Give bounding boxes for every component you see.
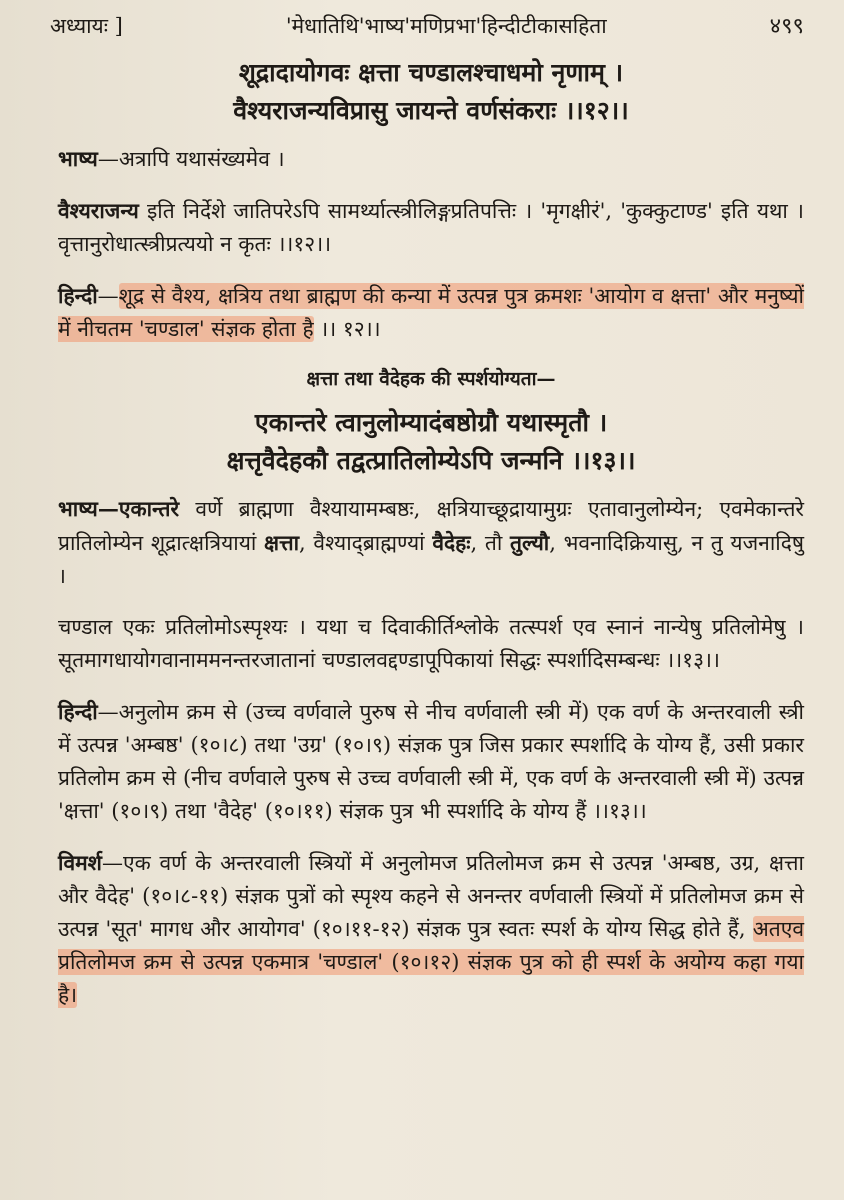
bhashya-12-body bbox=[58, 194, 804, 261]
running-title: 'मेधातिथि'भाष्य'मणिप्रभा'हिन्दीटीकासहिता bbox=[285, 14, 607, 38]
verse-12-line-1: शूद्रादायोगवः क्षत्ता चण्डालश्चाधमो नृणाम् । bbox=[238, 58, 624, 87]
verse-13 bbox=[58, 404, 804, 480]
bhashya-13-keyword-1: एकान्तरे bbox=[118, 496, 180, 521]
verse-12-line-2: वैश्यराजन्यविप्रासु जायन्ते वर्णसंकराः ।।१२।। bbox=[233, 96, 629, 125]
verse-12 bbox=[58, 54, 804, 130]
bhashya-13-keyword-3: वैदेहः bbox=[432, 530, 471, 555]
bhashya-label: भाष्य bbox=[58, 146, 98, 171]
vimarsha-highlight: अतएव प्रतिलोमज क्रम से उत्पन्न एकमात्र 'चण्डाल' (१०।१२) संज्ञक पुत्र को ही स्पर्श के अयोग्य कहा गया है। bbox=[58, 917, 804, 1007]
vimarsha-text: —एक वर्ण के अन्तरवाली स्त्रियों में अनुलोमज प्रतिलोमज क्रम से उत्पन्न 'अम्बष्ठ, उग्र, क्षत्ता और वैदेह' (१०।८-११) संज्ञक पुत्रों को स्पृश्य कहने से अनन्तर वर्णवाली स्त्रियों में प्रतिलोमज क्रम से उत्पन्न 'सूत' मागध और आयोगव' (१०।११-१२) संज्ञक पुत्र स्वतः स्पर्श के योग्य सिद्ध होते हैं, bbox=[58, 851, 804, 941]
bhashya-12-keyword: वैश्यराजन्य bbox=[58, 198, 139, 223]
bhashya-13-text-1: वर्णे ब्राह्मणा वैश्यायामम्बष्ठः, क्षत्रियाच्छूद्रायामुग्रः एतावानुलोम्येन; एवमेकान्तरे प्रातिलोम्येन शूद्रात्क्षत्रियायां bbox=[58, 497, 804, 555]
hindi-12-highlight: शूद्र से वैश्य, क्षत्रिय तथा ब्राह्मण की कन्या में उत्पन्न पुत्र क्रमशः 'आयोग व क्षत्ता' और मनुष्यों में नीचतम 'चण्डाल' संज्ञक होता है bbox=[58, 284, 804, 341]
hindi-13-label: हिन्दी bbox=[58, 699, 98, 724]
bhashya-13-dash: — bbox=[97, 496, 119, 521]
subheading-13: क्षत्ता तथा वैदेहक की स्पर्शयोग्यता— bbox=[306, 368, 556, 390]
bhashya-13-text-2: , वैश्याद्ब्राह्मण्यां bbox=[299, 531, 433, 555]
vimarsha-label: विमर्श bbox=[58, 850, 102, 875]
hindi-13 bbox=[58, 695, 804, 828]
verse-13-line-2: क्षत्तृवैदेहकौ तद्वत्प्रातिलोम्येऽपि जन्मनि ।।१३।। bbox=[226, 446, 636, 475]
bhashya-13-text-4: , भवनादिक्रियासु, न तु यजनादिषु । bbox=[58, 531, 805, 588]
hindi-12-dash: — bbox=[97, 284, 119, 308]
bhashya-13-keyword-4: तुल्यौ bbox=[510, 530, 550, 555]
bhashya-13-body bbox=[58, 492, 804, 593]
hindi-12-end: ।। १२।। bbox=[313, 317, 381, 341]
vimarsha bbox=[58, 846, 804, 1012]
bhashya-13-chandala: चण्डाल एकः प्रतिलोमोऽस्पृश्यः । यथा च दिवाकीर्तिश्लोके तत्स्पर्श एव स्नानं नान्येषु प्रतिलोमेषु । सूतमागधायोगवानाममनन्तरजातानां चण्डालवद्दण्डापूपिकायां सिद्धः स्पर्शादिसम्बन्धः ।।१३।। bbox=[58, 615, 804, 672]
hindi-12 bbox=[58, 279, 804, 346]
bhashya-13-text-3: , तौ bbox=[470, 531, 511, 555]
verse-13-line-1: एकान्तरे त्वानुलोम्यादंबष्ठोग्रौ यथास्मृतौ । bbox=[254, 408, 608, 437]
bhashya-12-body-text: इति निर्देशे जातिपरेऽपि सामर्थ्यात्स्त्रीलिङ्गप्रतिपत्तिः । 'मृगक्षीरं', 'कुक्कुटाण्ड' इति यथा । वृत्तानुरोधात्स्त्रीप्रत्ययो न कृतः ।।१२।। bbox=[58, 199, 804, 256]
running-header bbox=[50, 8, 804, 44]
bhashya-12-intro-text: —अत्रापि यथासंख्यमेव । bbox=[97, 147, 285, 171]
bhashya-13-keyword-2: क्षत्ता bbox=[264, 530, 300, 555]
bhashya-13-label: भाष्य bbox=[58, 496, 98, 521]
bhashya-12-intro bbox=[58, 142, 804, 176]
hindi-13-text: —अनुलोम क्रम से (उच्च वर्णवाले पुरुष से नीच वर्णवाली स्त्री में) एक वर्ण के अन्तरवाली स्त्री में उत्पन्न 'अम्बष्ठ' (१०।८) तथा 'उग्र' (१०।९) संज्ञक पुत्र जिस प्रकार स्पर्शादि के योग्य हैं, उसी प्रकार प्रतिलोम क्रम से (नीच वर्णवाले पुरुष से उच्च वर्णवाली स्त्री में, एक वर्ण के अन्तरवाली स्त्री में) उत्पन्न 'क्षत्ता' (१०।९) तथा 'वैदेह' (१०।११) संज्ञक पुत्र भी स्पर्शादि के योग्य हैं ।।१३।। bbox=[58, 700, 804, 823]
chapter-marker: अध्यायः ] bbox=[50, 14, 123, 38]
page-number: ४९९ bbox=[769, 14, 804, 39]
hindi-label: हिन्दी bbox=[58, 283, 98, 308]
